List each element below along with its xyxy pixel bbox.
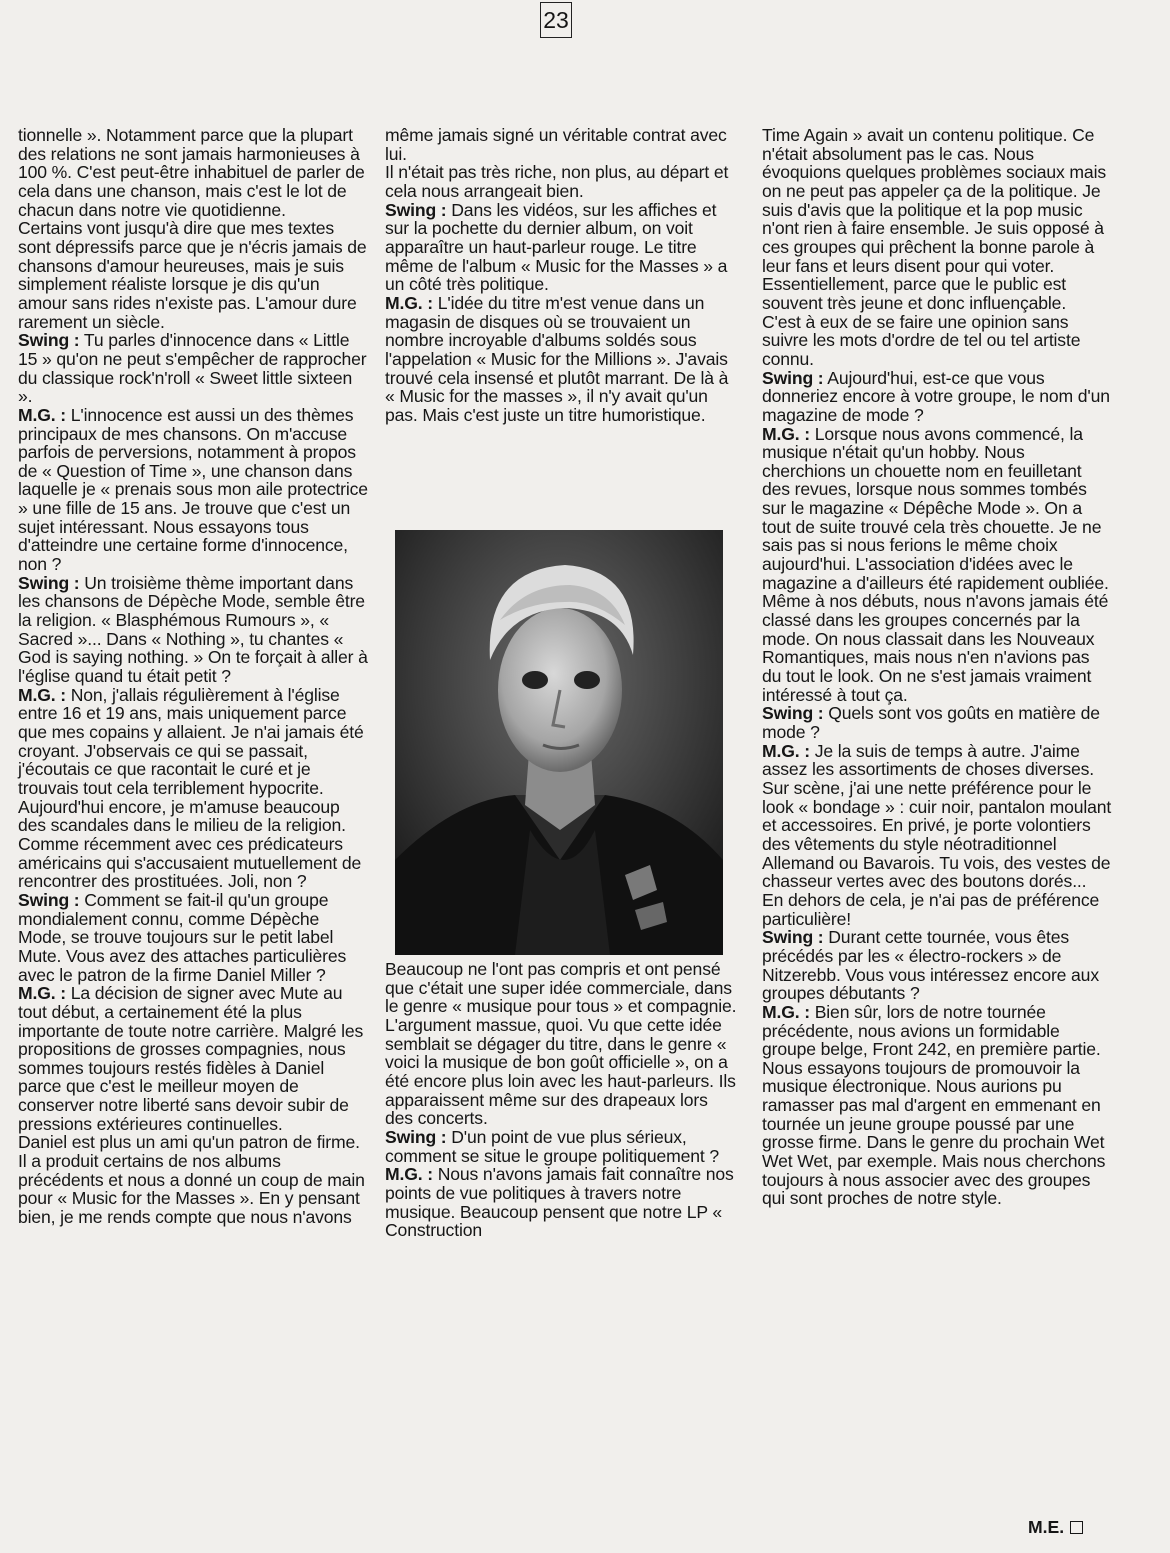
- paragraph-text: Un troisième thème important dans les chansons de Dépèche Mode, semble être la religion. « Blasphémous Rumours », « Sacred »... Dans « Nothing », tu chantes « God is saying nothing. » On te forçait à aller à l'église quand tu était petit ?: [18, 572, 368, 687]
- paragraph: [385, 126, 740, 163]
- paragraph-text: Je la suis de temps à autre. J'aime assez les assortiments de choses diverses. Sur scène, j'ai une nette préférence pour le look « bondage » : cuir noir, pantalon moulant et accessoires. En privé, je porte volontiers des vêtements du style néotraditionnel Allemand ou Bavarois. Tu vois, des vestes de chasseur vertes avec des boutons dorés... En dehors de cela, je n'ai pas de préférence particulière!: [762, 740, 1112, 929]
- paragraph-text: Non, j'allais régulièrement à l'église entre 16 et 19 ans, mais uniquement parce que mes copains y allaient. Je n'ai jamais été croyant. J'observais ce qui se passait, j'écoutais ce que racontait le curé et je trouvais tout cela terriblement hypocrite.: [18, 684, 364, 798]
- paragraph: [762, 704, 1112, 741]
- speaker-label: Swing :: [762, 703, 824, 724]
- paragraph: [762, 742, 1112, 929]
- paragraph-text: Dans les vidéos, sur les affiches et sur la pochette du dernier album, on voit apparaître un haut-parleur rouge. Le titre même de l'album « Music for the Masses » a un côté très politique.: [385, 199, 728, 295]
- article-column-2-bottom: [385, 960, 740, 1240]
- speaker-label: Swing :: [385, 1126, 447, 1147]
- paragraph-text: Bien sûr, lors de notre tournée précédente, nous avions un formidable groupe belge, Front 242, en première partie. Nous essayons toujours de promouvoir la musique électronique. Nous aurions pu ramasser pas mal d'argent en emmenant en tournée un jeune groupe poussé par une grosse firme. Dans le genre du prochain Wet Wet Wet, par exemple. Mais nous cherchons toujours à nous associer avec des groupes qui sont proches de notre style.: [762, 1001, 1106, 1209]
- author-signature: [1028, 1517, 1083, 1538]
- speaker-label: Swing :: [762, 927, 824, 948]
- portrait-photo: [395, 530, 723, 955]
- paragraph: [18, 798, 368, 891]
- paragraph: [18, 219, 368, 331]
- article-column-1: [18, 126, 368, 1227]
- speaker-label: M.G. :: [18, 684, 66, 705]
- paragraph: [762, 313, 1112, 369]
- paragraph: [385, 1128, 740, 1165]
- page-number: 23: [540, 2, 572, 38]
- article-column-2-top: [385, 126, 740, 425]
- paragraph-text: Tu parles d'innocence dans « Little 15 » qu'on ne peut s'empêcher de rapprocher du classique rock'n'roll « Sweet little sixteen ».: [18, 330, 367, 407]
- speaker-label: Swing :: [18, 572, 80, 593]
- paragraph-text: L'idée du titre m'est venue dans un magasin de disques où se trouvaient un nombre incroyable d'albums soldés sous l'appelation « Music for the Millions ». J'avais trouvé cela insensé et plutôt marrant. De là à « Music for the masses », il n'y avait qu'un pas. Mais c'est juste un titre humoristique.: [385, 292, 729, 425]
- paragraph: [385, 294, 740, 425]
- end-mark-square-icon: [1070, 1521, 1083, 1534]
- paragraph-text: L'innocence est aussi un des thèmes principaux de mes chansons. On m'accuse parfois de perversions, notamment à propos de « Question of Time », une chanson dans laquelle je « prenais sous mon aile protectrice » une fille de 15 ans. Je trouve que c'est un sujet intéressant. Nous essayons tous d'atteindre une certaine forme d'innocence, non ?: [18, 404, 368, 575]
- paragraph-text: Il n'était pas très riche, non plus, au départ et cela nous arrangeait bien.: [385, 162, 729, 201]
- paragraph-text: Quels sont vos goûts en matière de mode ?: [762, 703, 1100, 742]
- paragraph: [18, 891, 368, 984]
- paragraph-text: Daniel est plus un ami qu'un patron de firme. Il a produit certains de nos albums précédents et nous a donné un coup de main pour « Music for the Masses ». En y pensant bien, je me rends compte que nous n'avons: [18, 1132, 365, 1228]
- paragraph: [762, 425, 1112, 705]
- paragraph: [762, 1003, 1112, 1208]
- paragraph-text: La décision de signer avec Mute au tout début, a certainement été la plus importante de toute notre carrière. Malgré les propositions de grosses compagnies, nous sommes toujours restés fidèles à Daniel parce que c'est le meilleur moyen de conserver notre liberté sans devoir subir de pressions extérieures continuelles.: [18, 983, 364, 1134]
- paragraph: [18, 126, 368, 219]
- paragraph: [18, 574, 368, 686]
- speaker-label: Swing :: [18, 330, 80, 351]
- speaker-label: M.G. :: [762, 740, 810, 761]
- paragraph-text: Aujourd'hui, est-ce que vous donneriez encore à votre groupe, le nom d'un magazine de mode ?: [762, 367, 1110, 425]
- paragraph-text: tionnelle ». Notamment parce que la plupart des relations ne sont jamais harmonieuses à 100 %. C'est peut-être inhabituel de parler de cela dans une chanson, mais c'est le lot de chacun dans notre vie quotidienne.: [18, 125, 365, 220]
- paragraph-text: Certains vont jusqu'à dire que mes textes sont dépressifs parce que je n'écris jamais de chansons d'amour heureuses, mais je suis simplement réaliste lorsque je dis qu'un amour sans rides n'existe pas. L'amour dure rarement un siècle.: [18, 218, 367, 332]
- paragraph: [385, 201, 740, 294]
- paragraph: [385, 1165, 740, 1240]
- paragraph-text: Beaucoup ne l'ont pas compris et ont pensé que c'était une super idée commerciale, dans le genre « musique pour tous » et compagnie. L'argument massue, quoi. Vu que cette idée semblait se dégager du titre, dans le genre « voici la musique de bon goût officielle », on a été encore plus loin avec les haut-parleurs. Ils apparaissent même sur des drapeaux lors des concerts.: [385, 959, 737, 1129]
- speaker-label: Swing :: [762, 367, 824, 388]
- speaker-label: M.G. :: [18, 404, 66, 425]
- speaker-label: M.G. :: [762, 423, 810, 444]
- paragraph-text: Time Again » avait un contenu politique. Ce n'était absolument pas le cas. Nous évoquions quelques problèmes sociaux mais on ne peut pas appeler ça de la politique. Je suis d'avis que la politique et la pop music n'ont rien à faire ensemble. Je suis opposé à ces groupes qui prêchent la bonne parole à leur fans et leurs disent pour qui voter. Essentiellement, parce que le public est souvent très jeune et donc influençable.: [762, 125, 1106, 313]
- speaker-label: M.G. :: [385, 292, 433, 313]
- paragraph: [385, 960, 740, 1128]
- speaker-label: Swing :: [385, 199, 447, 220]
- paragraph: [762, 126, 1112, 313]
- speaker-label: M.G. :: [762, 1001, 810, 1022]
- paragraph-text: même jamais signé un véritable contrat avec lui.: [385, 125, 727, 164]
- speaker-label: M.G. :: [385, 1164, 433, 1185]
- paragraph: [385, 163, 740, 200]
- paragraph: [18, 984, 368, 1133]
- speaker-label: M.G. :: [18, 983, 66, 1004]
- paragraph: [762, 928, 1112, 1003]
- paragraph-text: Durant cette tournée, vous êtes précédés par les « électro-rockers » de Nitzerebb. Vous vous intéressez encore aux groupes débutants ?: [762, 927, 1099, 1004]
- paragraph: [18, 331, 368, 406]
- author-initials: M.E.: [1028, 1517, 1065, 1537]
- paragraph-text: Aujourd'hui encore, je m'amuse beaucoup des scandales dans le milieu de la religion. Comme récemment avec ces prédicateurs américains qui s'accusaient mutuellement de rencontrer des prostituées. Joli, non ?: [18, 796, 362, 892]
- paragraph-text: D'un point de vue plus sérieux, comment se situe le groupe politiquement ?: [385, 1126, 720, 1166]
- paragraph: [18, 686, 368, 798]
- speaker-label: Swing :: [18, 889, 80, 910]
- paragraph-text: Nous n'avons jamais fait connaître nos points de vue politiques à travers notre musique. Beaucoup pensent que notre LP « Construction: [385, 1164, 734, 1241]
- article-column-3: [762, 126, 1112, 1208]
- paragraph-text: Comment se fait-il qu'un groupe mondialement connu, comme Dépèche Mode, se trouve toujours sur le petit label Mute. Vous avez des attaches particulières avec le patron de la firme Daniel Miller ?: [18, 889, 347, 985]
- paragraph-text: Lorsque nous avons commencé, la musique n'était qu'un hobby. Nous cherchions un chouette nom en feuilletant des revues, lorsque nous sommes tombés sur le magazine « Dépêche Mode ». On a tout de suite trouvé cela très chouette. Je ne sais pas si nous ferions le même choix aujourd'hui. L'association d'idées avec le magazine a d'ailleurs été rapidement oubliée. Même à nos débuts, nous n'avons jamais été classé dans les groupes concernés par la mode. On nous classait dans les Nouveaux Romantiques, mais nous n'en n'avions pas du tout le look. On ne s'est jamais vraiment intéressé à tout ça.: [762, 423, 1109, 705]
- paragraph-text: C'est à eux de se faire une opinion sans suivre les mots d'ordre de tel ou tel artiste connu.: [762, 311, 1081, 369]
- paragraph: [762, 369, 1112, 425]
- paragraph: [18, 406, 368, 574]
- paragraph: [18, 1133, 368, 1226]
